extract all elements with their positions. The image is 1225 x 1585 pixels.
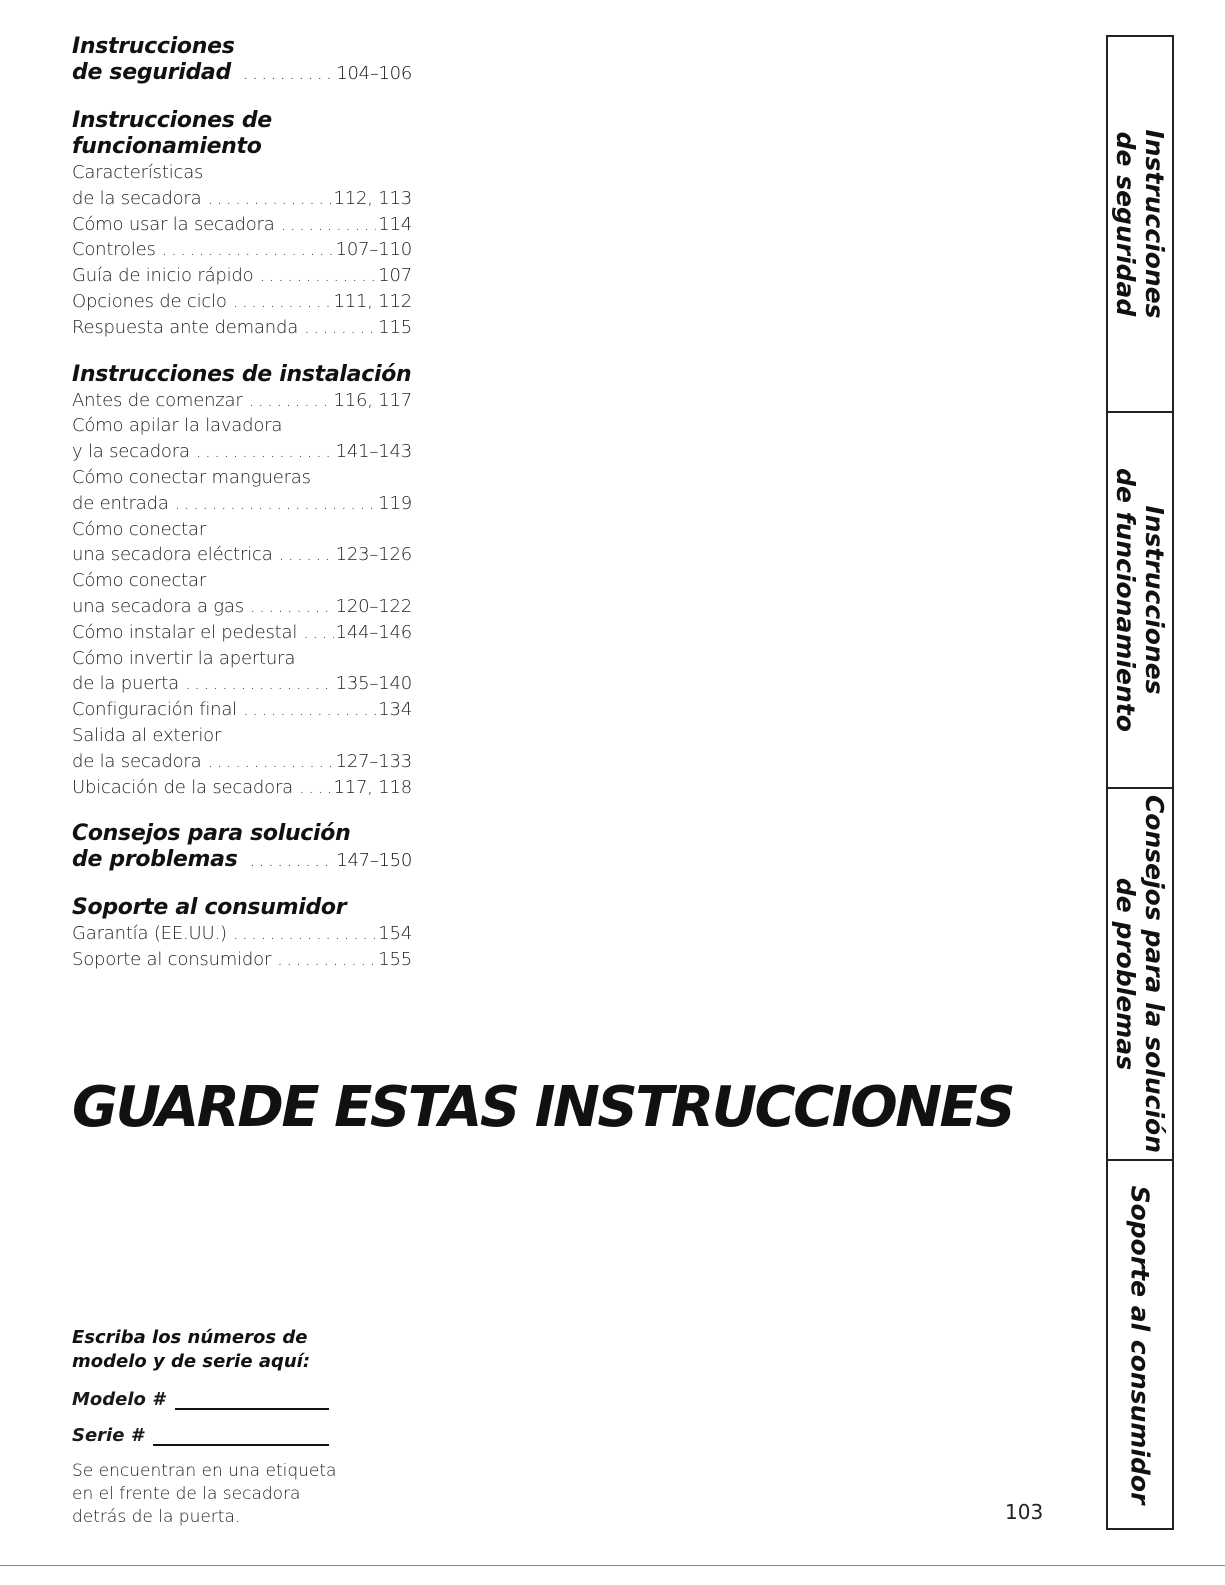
toc-item-list <box>72 160 412 341</box>
dot-leader <box>299 775 331 801</box>
section-heading: Instrucciones de funcionamiento <box>72 108 272 159</box>
dot-leader <box>259 263 376 289</box>
serial-number-label: Serie # <box>72 1425 144 1446</box>
toc-entry-label: Soporte al consumidor <box>72 949 272 971</box>
toc-entry-label: Guía de inicio rápido <box>72 265 254 287</box>
page-reference: 155 <box>378 949 412 971</box>
dot-leader <box>196 439 334 465</box>
dot-leader <box>279 542 334 568</box>
page-number: 103 <box>1005 1500 1044 1524</box>
tab-safety[interactable] <box>1108 37 1172 411</box>
page-reference: 147–150 <box>336 850 412 872</box>
toc-entry[interactable] <box>72 542 412 568</box>
tab-label-line: de funcionamiento <box>1111 468 1140 732</box>
toc-entry[interactable] <box>72 775 412 801</box>
serial-number-line[interactable] <box>153 1424 329 1446</box>
toc-section-installation <box>72 362 412 801</box>
toc-entry[interactable] <box>72 620 412 646</box>
dot-leader <box>162 237 334 263</box>
record-intro-line: Escriba los números de <box>72 1327 308 1348</box>
page-reference: 111, 112 <box>333 290 412 312</box>
toc-entry-label: Respuesta ante demanda <box>72 316 299 338</box>
table-of-contents <box>72 34 412 994</box>
model-serial-record <box>72 1326 402 1529</box>
dot-leader <box>175 491 377 517</box>
tab-label-line: Instrucciones <box>1140 129 1169 319</box>
dot-leader <box>233 921 376 947</box>
label-location-note <box>72 1460 402 1529</box>
page-reference: 119 <box>378 492 412 514</box>
page-reference: 107–110 <box>335 239 412 261</box>
toc-entry-label: de la puerta <box>72 673 179 695</box>
tab-label-line: Consejos para la solución <box>1140 794 1169 1154</box>
toc-entry-label: Controles <box>72 239 156 261</box>
section-heading-line2[interactable] <box>72 60 412 87</box>
dot-leader <box>207 186 331 212</box>
tab-operating[interactable] <box>1108 411 1172 787</box>
toc-entry-label: Cómo invertir la apertura <box>72 647 296 669</box>
toc-entry-label: Características <box>72 162 204 183</box>
toc-item-list <box>72 388 412 801</box>
page-reference: 120–122 <box>335 595 412 617</box>
tab-label-line: Instrucciones <box>1140 505 1169 695</box>
section-heading-line1: Consejos para solución <box>72 821 351 847</box>
dot-leader <box>250 848 335 874</box>
toc-entry[interactable] <box>72 947 412 973</box>
toc-section-operating <box>72 108 412 341</box>
model-number-line[interactable] <box>175 1388 329 1410</box>
dot-leader <box>281 212 377 238</box>
toc-entry[interactable] <box>72 439 412 465</box>
section-heading <box>72 821 412 874</box>
toc-entry-label: de la secadora <box>72 750 202 772</box>
tab-label-line: de problemas <box>1111 877 1140 1071</box>
page-reference: 112, 113 <box>333 187 412 209</box>
page-reference: 144–146 <box>335 621 412 643</box>
toc-entry[interactable] <box>72 289 412 315</box>
page-reference: 104–106 <box>336 63 412 84</box>
toc-entry-label: Garantía (EE.UU.) <box>72 923 227 945</box>
toc-entry-label: Ubicación de la secadora <box>72 776 293 798</box>
toc-entry-label: Cómo conectar mangueras <box>72 466 311 488</box>
toc-entry-label: Antes de comenzar <box>72 389 243 411</box>
model-number-field[interactable] <box>72 1386 402 1410</box>
page-reference: 135–140 <box>335 673 412 695</box>
toc-entry-label: Cómo conectar <box>72 570 207 592</box>
toc-entry[interactable] <box>72 315 412 341</box>
toc-entry[interactable] <box>72 921 412 947</box>
toc-entry-label: Salida al exterior <box>72 724 222 746</box>
page-reference: 114 <box>378 213 412 235</box>
toc-entry[interactable] <box>72 671 412 697</box>
dot-leader <box>243 697 376 723</box>
tab-label <box>1111 129 1169 318</box>
page-reference: 127–133 <box>335 750 412 772</box>
toc-entry[interactable] <box>72 594 412 620</box>
page-bottom-rule <box>0 1565 1225 1566</box>
dot-leader <box>304 315 376 341</box>
dot-leader <box>277 947 376 973</box>
record-intro-line: modelo y de serie aquí: <box>72 1351 311 1372</box>
toc-entry-label: Opciones de ciclo <box>72 290 227 312</box>
section-heading-line2[interactable] <box>72 847 412 874</box>
toc-entry[interactable] <box>72 491 412 517</box>
toc-section-consumer <box>72 895 412 973</box>
section-heading-text: de problemas <box>72 847 238 873</box>
tab-label-line: Soporte al consumidor <box>1125 1185 1155 1504</box>
dot-leader <box>250 594 334 620</box>
page-reference: 107 <box>378 265 412 287</box>
toc-section-safety <box>72 34 412 87</box>
toc-entry[interactable] <box>72 697 412 723</box>
page-reference: 154 <box>378 923 412 945</box>
tab-label-line: de seguridad <box>1111 131 1140 317</box>
note-line: detrás de la puerta. <box>72 1507 241 1527</box>
page-reference: 134 <box>378 699 412 721</box>
toc-entry-label: una secadora a gas <box>72 595 244 617</box>
dot-leader <box>243 61 334 87</box>
note-line: Se encuentran en una etiqueta <box>72 1461 337 1481</box>
save-instructions-heading: GUARDE ESTAS INSTRUCCIONES <box>72 1075 1014 1140</box>
dot-leader <box>233 289 332 315</box>
section-heading <box>72 34 412 87</box>
tab-consumer-support[interactable] <box>1108 1159 1172 1528</box>
page-reference: 123–126 <box>335 544 412 566</box>
toc-item-list <box>72 921 412 973</box>
toc-entry[interactable] <box>72 388 412 414</box>
toc-entry-label: Cómo instalar el pedestal <box>72 621 298 643</box>
dot-leader <box>207 749 333 775</box>
toc-entry-label: y la secadora <box>72 441 190 463</box>
dot-leader <box>185 671 334 697</box>
serial-number-field[interactable] <box>72 1422 402 1446</box>
toc-entry-label: Cómo conectar <box>72 518 207 540</box>
toc-entry[interactable] <box>72 237 412 263</box>
toc-section-troubleshooting <box>72 821 412 874</box>
toc-entry-label: Cómo apilar la lavadora <box>72 415 283 437</box>
toc-entry[interactable] <box>72 212 412 238</box>
tab-label <box>1111 468 1169 732</box>
note-line: en el frente de la secadora <box>72 1484 301 1504</box>
record-intro <box>72 1326 402 1374</box>
toc-entry[interactable] <box>72 263 412 289</box>
page-reference: 115 <box>378 316 412 338</box>
page-reference: 117, 118 <box>333 776 412 798</box>
toc-entry-label: Cómo usar la secadora <box>72 213 275 235</box>
section-heading-line1: Instrucciones <box>72 34 235 59</box>
section-heading-text: de seguridad <box>72 60 231 85</box>
page-reference: 141–143 <box>335 441 412 463</box>
toc-entry-label: Configuración final <box>72 699 237 721</box>
tab-label <box>1126 1185 1155 1504</box>
toc-entry[interactable] <box>72 749 412 775</box>
tab-label <box>1111 795 1169 1153</box>
toc-entry-label: una secadora eléctrica <box>72 544 273 566</box>
section-heading: Instrucciones de instalación <box>72 361 412 387</box>
toc-entry[interactable] <box>72 186 412 212</box>
side-tab-strip <box>1106 35 1174 1530</box>
toc-entry-label: de entrada <box>72 492 169 514</box>
dot-leader <box>303 620 334 646</box>
tab-troubleshooting[interactable] <box>1108 787 1172 1159</box>
section-heading: Soporte al consumidor <box>72 895 347 921</box>
toc-entry-label: de la secadora <box>72 187 202 209</box>
dot-leader <box>249 388 332 414</box>
page-reference: 116, 117 <box>333 389 412 411</box>
model-number-label: Modelo # <box>72 1389 165 1410</box>
